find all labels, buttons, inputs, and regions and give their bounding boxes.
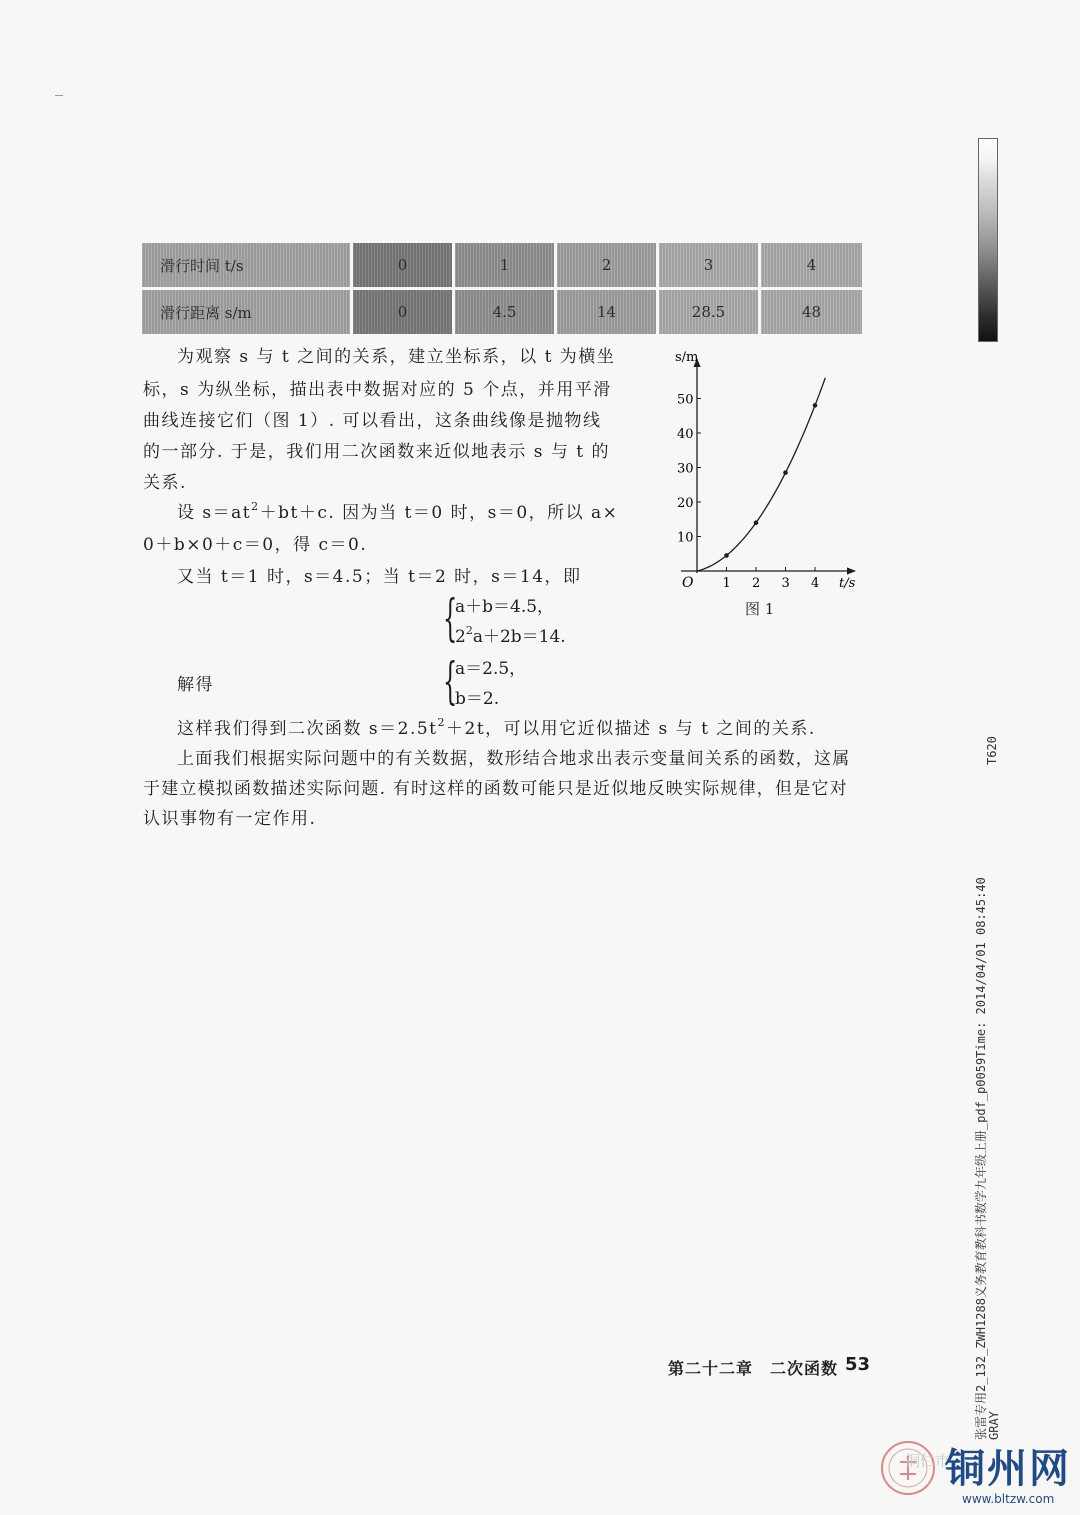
- paragraph-line: 的一部分. 于是，我们用二次函数来近似地表示 s 与 t 的: [143, 442, 610, 462]
- figure-1-chart: [655, 345, 875, 595]
- table-cell: 28.5: [659, 290, 758, 334]
- paragraph-line: 认识事物有一定作用.: [143, 809, 317, 829]
- text-run: a＋2b＝14.: [472, 627, 566, 647]
- text-run: ＋bt＋c. 因为当 t＝0 时，s＝0，所以 a×: [259, 503, 619, 523]
- watermark-site-name: 铜州网: [945, 1446, 1071, 1492]
- watermark-url: www.bltzw.com: [962, 1492, 1055, 1506]
- side-stamp: 张雷专用2_132_ZWH1288义务教育教科书数学九年级上册_pdf_p0059Time: 2014/04/01 08:45:40: [974, 877, 988, 1440]
- data-point: [724, 553, 729, 558]
- paragraph-line: 于建立模拟函数描述实际问题. 有时这样的函数可能只是近似地反映实际规律，但是它对: [143, 779, 848, 799]
- table-header-time: 滑行时间 t/s: [142, 243, 350, 287]
- solve-label: 解得: [177, 675, 214, 695]
- table-cell: 2: [557, 243, 656, 287]
- watermark-faint-text: 铜仁市: [905, 1452, 951, 1470]
- parabola-curve: [697, 378, 825, 571]
- paragraph-line: 又当 t＝1 时，s＝4.5；当 t＝2 时，s＝14，即: [177, 567, 582, 587]
- table-cell: 14: [557, 290, 656, 334]
- y-tick-label: 10: [677, 530, 694, 546]
- x-tick-label: 3: [781, 576, 790, 591]
- side-code: T620: [985, 736, 999, 765]
- superscript: 2: [437, 716, 446, 729]
- table-cell: 4.5: [455, 290, 554, 334]
- paragraph-line: 标，s 为纵坐标，描出表中数据对应的 5 个点，并用平滑: [143, 380, 612, 400]
- text-run: ＋2t，可以用它近似描述 s 与 t 之间的关系.: [446, 719, 816, 739]
- text-run: 这样我们得到二次函数 s＝2.5t: [177, 719, 438, 739]
- origin-label: O: [682, 575, 694, 591]
- y-tick-label: 20: [677, 496, 694, 511]
- text-run: 2: [455, 627, 466, 647]
- brace: {: [443, 589, 458, 647]
- text-run: 设 s＝at: [177, 503, 252, 523]
- table-cell: 0: [353, 290, 452, 334]
- table-cell: 1: [455, 243, 554, 287]
- data-point: [754, 520, 759, 525]
- data-point: [783, 470, 788, 475]
- superscript: 2: [465, 624, 473, 637]
- x-axis-label: t/s: [839, 576, 856, 591]
- y-tick-label: 50: [677, 392, 694, 408]
- equation-line: [455, 622, 566, 652]
- paragraph-line: 曲线连接它们（图 1）. 可以看出，这条曲线像是抛物线: [143, 411, 602, 431]
- y-tick-label: 30: [677, 461, 694, 477]
- table-cell: 3: [659, 243, 758, 287]
- y-axis-label: s/m: [675, 350, 699, 365]
- paragraph-line: 关系.: [143, 473, 187, 493]
- table-header-distance: 滑行距离 s/m: [142, 290, 350, 334]
- gray-scale-strip: [978, 138, 998, 342]
- data-table: [142, 243, 865, 335]
- x-tick-label: 2: [752, 576, 761, 591]
- paragraph-line: 0＋b×0＋c＝0，得 c＝0.: [143, 535, 368, 555]
- data-point: [813, 403, 818, 408]
- y-tick-label: 40: [677, 427, 694, 442]
- table-row: [142, 290, 865, 334]
- table-row: [142, 243, 865, 287]
- figure-caption: 图 1: [745, 600, 775, 618]
- superscript: 2: [251, 500, 260, 513]
- page-number: 53: [845, 1354, 871, 1375]
- x-tick-label: 4: [811, 576, 820, 591]
- table-cell: 48: [761, 290, 862, 334]
- table-cell: 0: [353, 243, 452, 287]
- equation-line: a＝2.5，: [455, 659, 527, 679]
- corner-mark: [55, 95, 63, 96]
- x-tick-label: 1: [722, 576, 731, 591]
- paragraph-line: 上面我们根据实际问题中的有关数据，数形结合地求出表示变量间关系的函数，这属: [177, 749, 851, 769]
- chapter-title: 第二十二章 二次函数: [668, 1359, 839, 1378]
- equation-line: b＝2.: [455, 689, 500, 709]
- paragraph-line: [177, 714, 816, 744]
- table-cell: 4: [761, 243, 862, 287]
- side-gray-label: GRAY: [987, 1411, 1001, 1440]
- brace: {: [443, 652, 458, 710]
- paragraph-line: 为观察 s 与 t 之间的关系，建立坐标系，以 t 为横坐: [177, 347, 616, 367]
- equation-line: a＋b＝4.5，: [455, 597, 555, 617]
- paragraph-line: [177, 498, 618, 528]
